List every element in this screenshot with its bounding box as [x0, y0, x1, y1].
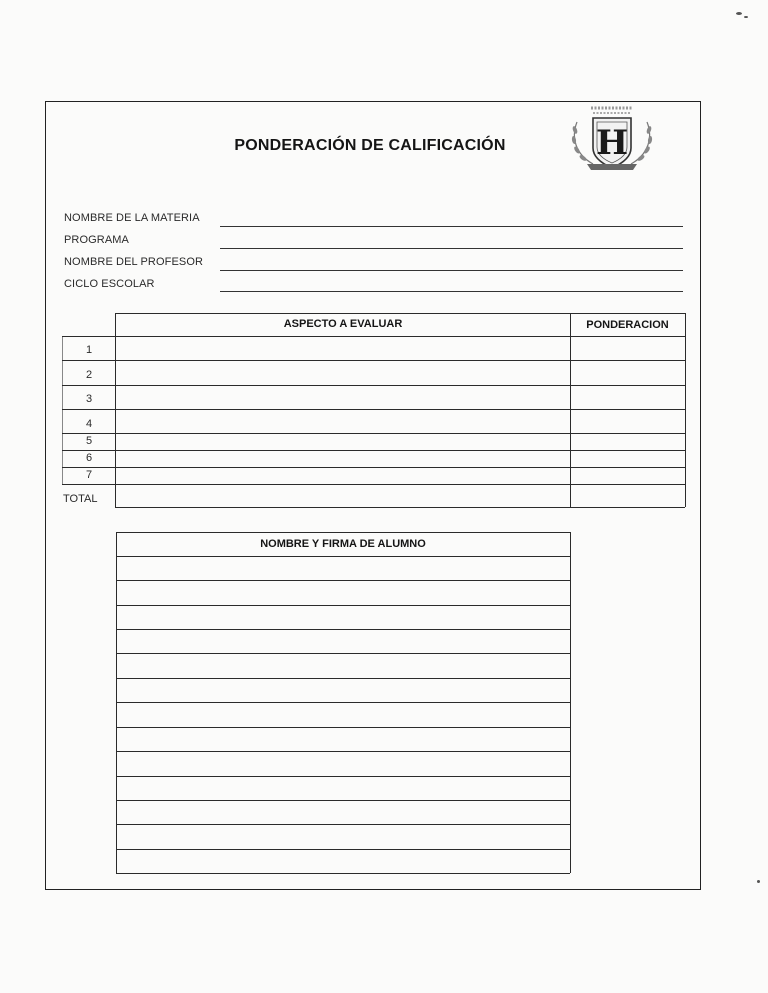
table-rule	[62, 450, 685, 451]
table-rule	[116, 653, 570, 654]
signature-row[interactable]	[118, 802, 568, 823]
signature-row[interactable]	[118, 851, 568, 872]
signature-row[interactable]	[118, 826, 568, 848]
row-number: 5	[85, 435, 93, 447]
table-divider	[685, 313, 686, 507]
aspect-cell[interactable]	[117, 435, 569, 449]
table-rule	[115, 313, 685, 314]
weight-cell[interactable]	[572, 387, 684, 408]
row-number: 1	[85, 344, 93, 356]
table-rule	[116, 849, 570, 850]
total-weight-cell[interactable]	[572, 486, 684, 506]
weight-cell[interactable]	[572, 469, 684, 483]
aspect-cell[interactable]	[117, 411, 569, 432]
table-rule	[116, 727, 570, 728]
table-rule	[62, 336, 685, 337]
table-rule	[116, 702, 570, 703]
table-rule	[62, 360, 685, 361]
weight-cell[interactable]	[572, 452, 684, 466]
table-rule	[116, 873, 570, 874]
table-rule	[62, 409, 685, 410]
table-rule	[116, 605, 570, 606]
weight-column-header: PONDERACION	[586, 319, 669, 331]
field-line-materia[interactable]	[220, 226, 683, 227]
scan-speck	[736, 12, 742, 15]
signature-row[interactable]	[118, 729, 568, 750]
signature-column-header: NOMBRE Y FIRMA DE ALUMNO	[260, 538, 426, 550]
field-line-ciclo[interactable]	[220, 291, 683, 292]
aspect-cell[interactable]	[117, 387, 569, 408]
table-rule	[116, 751, 570, 752]
signature-row[interactable]	[118, 631, 568, 652]
weight-cell[interactable]	[572, 338, 684, 359]
total-label: TOTAL	[63, 493, 98, 505]
field-label-ciclo: CICLO ESCOLAR	[64, 278, 155, 290]
table-rule	[116, 556, 570, 557]
signature-row[interactable]	[118, 753, 568, 775]
row-number: 4	[85, 418, 93, 430]
table-rule	[116, 800, 570, 801]
field-line-programa[interactable]	[220, 248, 683, 249]
table-rule	[116, 776, 570, 777]
table-rule	[62, 467, 685, 468]
signature-row[interactable]	[118, 680, 568, 701]
page-title: PONDERACIÓN DE CALIFICACIÓN	[234, 137, 506, 154]
institution-logo-icon	[563, 102, 661, 176]
field-label-materia: NOMBRE DE LA MATERIA	[64, 212, 200, 224]
table-divider	[570, 313, 571, 507]
table-rule	[62, 385, 685, 386]
table-rule	[116, 580, 570, 581]
row-number: 2	[85, 369, 93, 381]
row-number: 7	[85, 469, 93, 481]
aspect-column-header: ASPECTO A EVALUAR	[283, 318, 403, 330]
row-number: 6	[85, 452, 93, 464]
table-rule	[116, 678, 570, 679]
table-rule	[62, 433, 685, 434]
scan-speck	[757, 880, 760, 883]
table-rule	[115, 507, 685, 508]
field-line-profesor[interactable]	[220, 270, 683, 271]
aspect-cell[interactable]	[117, 452, 569, 466]
field-label-programa: PROGRAMA	[64, 234, 129, 246]
svg-text:H: H	[595, 123, 629, 163]
signature-row[interactable]	[118, 704, 568, 726]
aspect-cell[interactable]	[117, 338, 569, 359]
table-rule	[116, 629, 570, 630]
weight-cell[interactable]	[572, 435, 684, 449]
signature-row[interactable]	[118, 607, 568, 628]
signature-row[interactable]	[118, 558, 568, 579]
weight-cell[interactable]	[572, 362, 684, 384]
aspect-cell[interactable]	[117, 469, 569, 483]
table-divider	[570, 532, 571, 873]
signature-row[interactable]	[118, 655, 568, 677]
field-label-profesor: NOMBRE DEL PROFESOR	[64, 256, 204, 268]
signature-row[interactable]	[118, 582, 568, 604]
table-rule	[62, 484, 685, 485]
scan-speck	[744, 16, 748, 18]
aspect-cell[interactable]	[117, 362, 569, 384]
table-rule	[116, 532, 570, 533]
weight-cell[interactable]	[572, 411, 684, 432]
signature-row[interactable]	[118, 778, 568, 799]
row-number: 3	[85, 393, 93, 405]
table-rule	[116, 824, 570, 825]
